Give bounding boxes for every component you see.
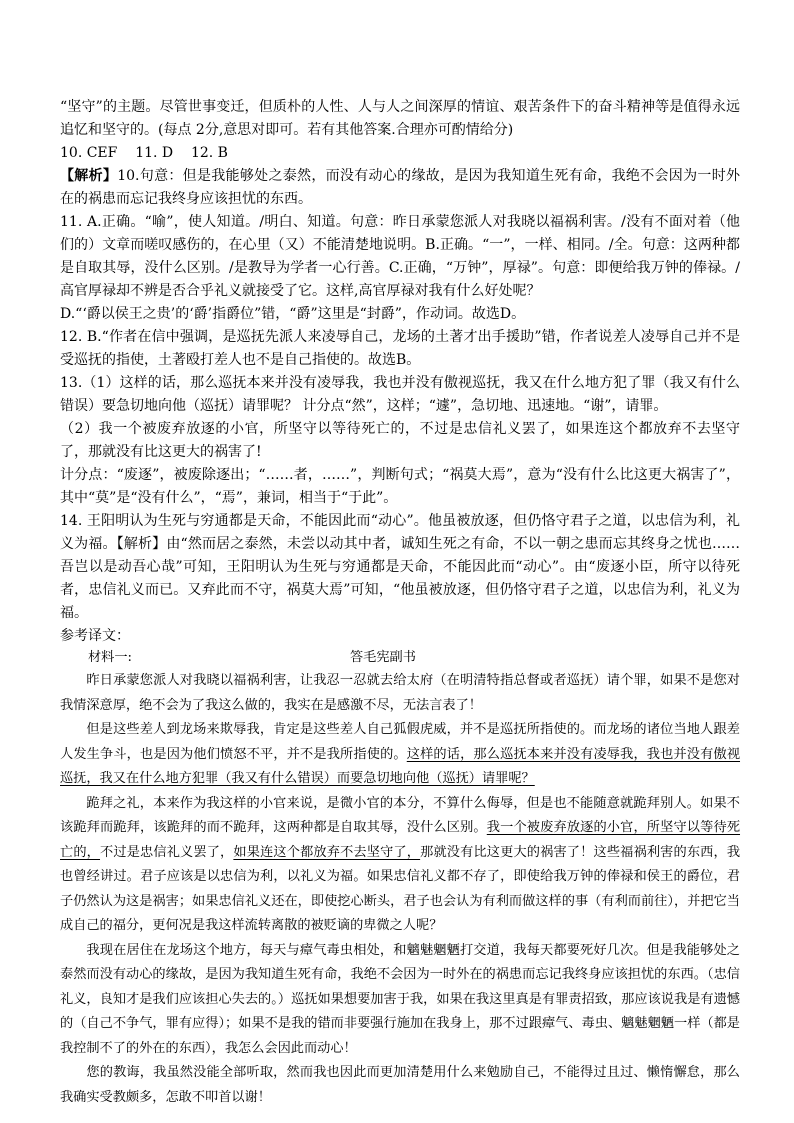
analysis-q11-d: D.“‘爵以侯王之贵’的‘爵’指爵位”错，“爵”这里是“封爵”，作动词。故选D。 (60, 306, 526, 322)
answer-q12: 12. B (190, 145, 228, 161)
translation-para-3-underlined-1: 我一个被废弃放逐的小官，所坚守以等待死亡的， (60, 820, 741, 860)
material-title-row (60, 647, 740, 669)
translation-para-2-text: 但是这些差人到龙场来欺辱我，肯定是这些差人自己狐假虎威，并不是巡抚所指使的。而龙场的诸位当地人跟差人发生争斗，也是因为他们愤怒不平，并不是我所指使的。 (60, 722, 740, 762)
translation-para-3-mid-2: 那就没有比这更大的祸害了！ (420, 844, 594, 860)
translation-para-4: 我现在居住在龙场这个地方，每天与瘴气毒虫相处，和魑魅魍魉打交道，我每天都要死好几次。但是我能够处之泰然而没有动心的缘故，是因为我知道生死有命，我绝不会因为一时外在的祸患而忘记我终身应该担忧的东西。（忠信礼义，良知才是我们应该担心失去的。）巡抚如果想要加害于我，如果在我这里真是有罪责招致，那应该说我是有遗憾的（自己不争气，罪有应得）；如果不是我的错而非要强行施加在我身上，那不过跟瘴气、毒虫、魑魅魍魉一样（都是我控制不了的外在的东西），我怎么会因此而动心！ (60, 942, 740, 1056)
translation-para-3-text: 跪拜之礼，本来作为我这样的小官来说，是微小官的本分，不算什么侮辱，但是也不能随意就跪拜别人。如果不该跪拜而跪拜，该跪拜的而不跪拜，这两种都是自取其辱，没什么区别。 (60, 795, 740, 835)
analysis-q13-points: 计分点：“废逐”，被废除逐出；“……者，……”，判断句式；“祸莫大焉”，意为“没有什么比这更大祸害了”，其中“莫”是“没有什么”，“焉”，兼词，相当于“于此”。 (60, 467, 740, 506)
material-label: 材料一: (88, 650, 133, 665)
translation-para-3-mid: 不过是忠信礼义罢了， (100, 844, 234, 860)
analysis-q12: 12. B.“作者在信中强调，是巡抚先派人来凌辱自己，龙场的土著才出手援助”错，作者说差人凌辱自己并不是受巡抚的指使，土著殴打差人也不是自己指使的。故选B。 (60, 329, 740, 368)
translation-para-2-underlined: 这样的话，那么巡抚本来并没有凌辱我，我也并没有傲视巡抚，我又在什么地方犯罪（我又有什么错误）而要急切地向他（巡抚）请罪呢？ (60, 746, 741, 786)
analysis-q13-1: 13.（1）这样的话，那么巡抚本来并没有凌辱我，我也并没有傲视巡抚，我又在什么地方犯了罪（我又有什么错误）要急切地向他（巡抚）请罪呢？ 计分点“然”，这样；“遽”，急切地、迅速地。“谢”，请罪。 (60, 375, 740, 414)
material-title: 答毛宪副书 (350, 650, 416, 665)
translation-para-1: 昨日承蒙您派人对我晓以福祸利害，让我忍一忍就去给太府（在明清特指总督或者巡抚）请个罪，如果不是您对我情深意厚，绝不会为了我这么做的，我实在是感激不尽，无法言表了！ (60, 673, 740, 713)
translation-para-3-rest: 这些福祸利害的东西，我也曾经讲过。君子应该是以忠信为利，以礼义为福。如果忠信礼义都不存了，即使给我万钟的俸禄和侯王的爵位，君子仍然认为这是祸害；如果忠信礼义还在，即使挖心断头，君子也会认为有利而做这样的事（有利而前往），并把它当成自己的福分，更何况是我这样流转离散的被贬谪的卑微之人呢？ (60, 844, 741, 933)
reference-heading: 参考译文： (60, 628, 130, 644)
translation-para-3 (60, 792, 740, 939)
analysis-q13-2: （2）我一个被废弃放逐的小官，所坚守以等待死亡的，不过是忠信礼义罢了，如果连这个都放弃不去坚守了，那就没有比这更大的祸害了! (60, 421, 740, 460)
translation-para-5: 您的教诲，我虽然没能全部听取，然而我也因此而更加清楚用什么来勉励自己，不能得过且过、懒惰懈怠，那么我确实受教颇多，怎敢不叩首以谢！ (60, 1065, 740, 1105)
answer-q9-tail: “坚守”的主题。尽管世事变迁，但质朴的人性、人与人之间深厚的情谊、艰苦条件下的奋斗精神等是值得永远追忆和坚守的。(每点 2分,意思对即可。若有其他答案.合理亦可酌情给分) (60, 99, 740, 138)
analysis-q11: 11. A.正确。“喻”，使人知道。/明白、知道。句意：昨日承蒙您派人对我晓以福祸利害。/没有不面对着（他们的）文章而嗟叹感伤的，在心里（又）不能清楚地说明。B.正确。“一”，一样、相同。/全。句意：这两种都是自取其辱，没什么区别。/是教导为学者一心行善。C.正确，“万钟”，厚禄”。句意：即便给我万钟的俸禄。/高官厚禄却不辨是否合乎礼义就接受了它。这样,高官厚禄对我有什么好处呢？ (60, 214, 740, 299)
answer-q11: 11. D (135, 145, 174, 161)
analysis-q10 (60, 165, 740, 211)
analysis-q14: 14. 王阳明认为生死与穷通都是天命，不能因此而“动心”。他虽被放逐，但仍恪守君子之道，以忠信为利，礼义为福。【解析】由“然而居之泰然，未尝以动其中者，诚知生死之有命，不以一朝之患而忘其终身之忧也……吾岂以是动吾心哉”可知，王阳明认为生死与穷通都是天命，不能因此而“动心”。由“废逐小臣，所守以待死者，忠信礼义而已。又弃此而不守，祸莫大焉”可知，“他虽被放逐，但仍恪守君子之道，以忠信为利，礼义为福。 (60, 513, 740, 621)
translation-para-2 (60, 718, 740, 792)
answer-q10: 10. CEF (60, 145, 118, 161)
answer-key-row (60, 142, 740, 165)
analysis-tag: 【解析】 (60, 168, 118, 184)
translation-para-3-underlined-2: 如果连这个都放弃不去坚守了， (233, 844, 421, 860)
analysis-q10-text: 10.句意：但是我能够处之泰然，而没有动心的缘故，是因为我知道生死有命，我绝不会因为一时外在的祸患而忘记我终身应该担忧的东西。 (60, 168, 741, 207)
document-page (60, 96, 740, 1110)
